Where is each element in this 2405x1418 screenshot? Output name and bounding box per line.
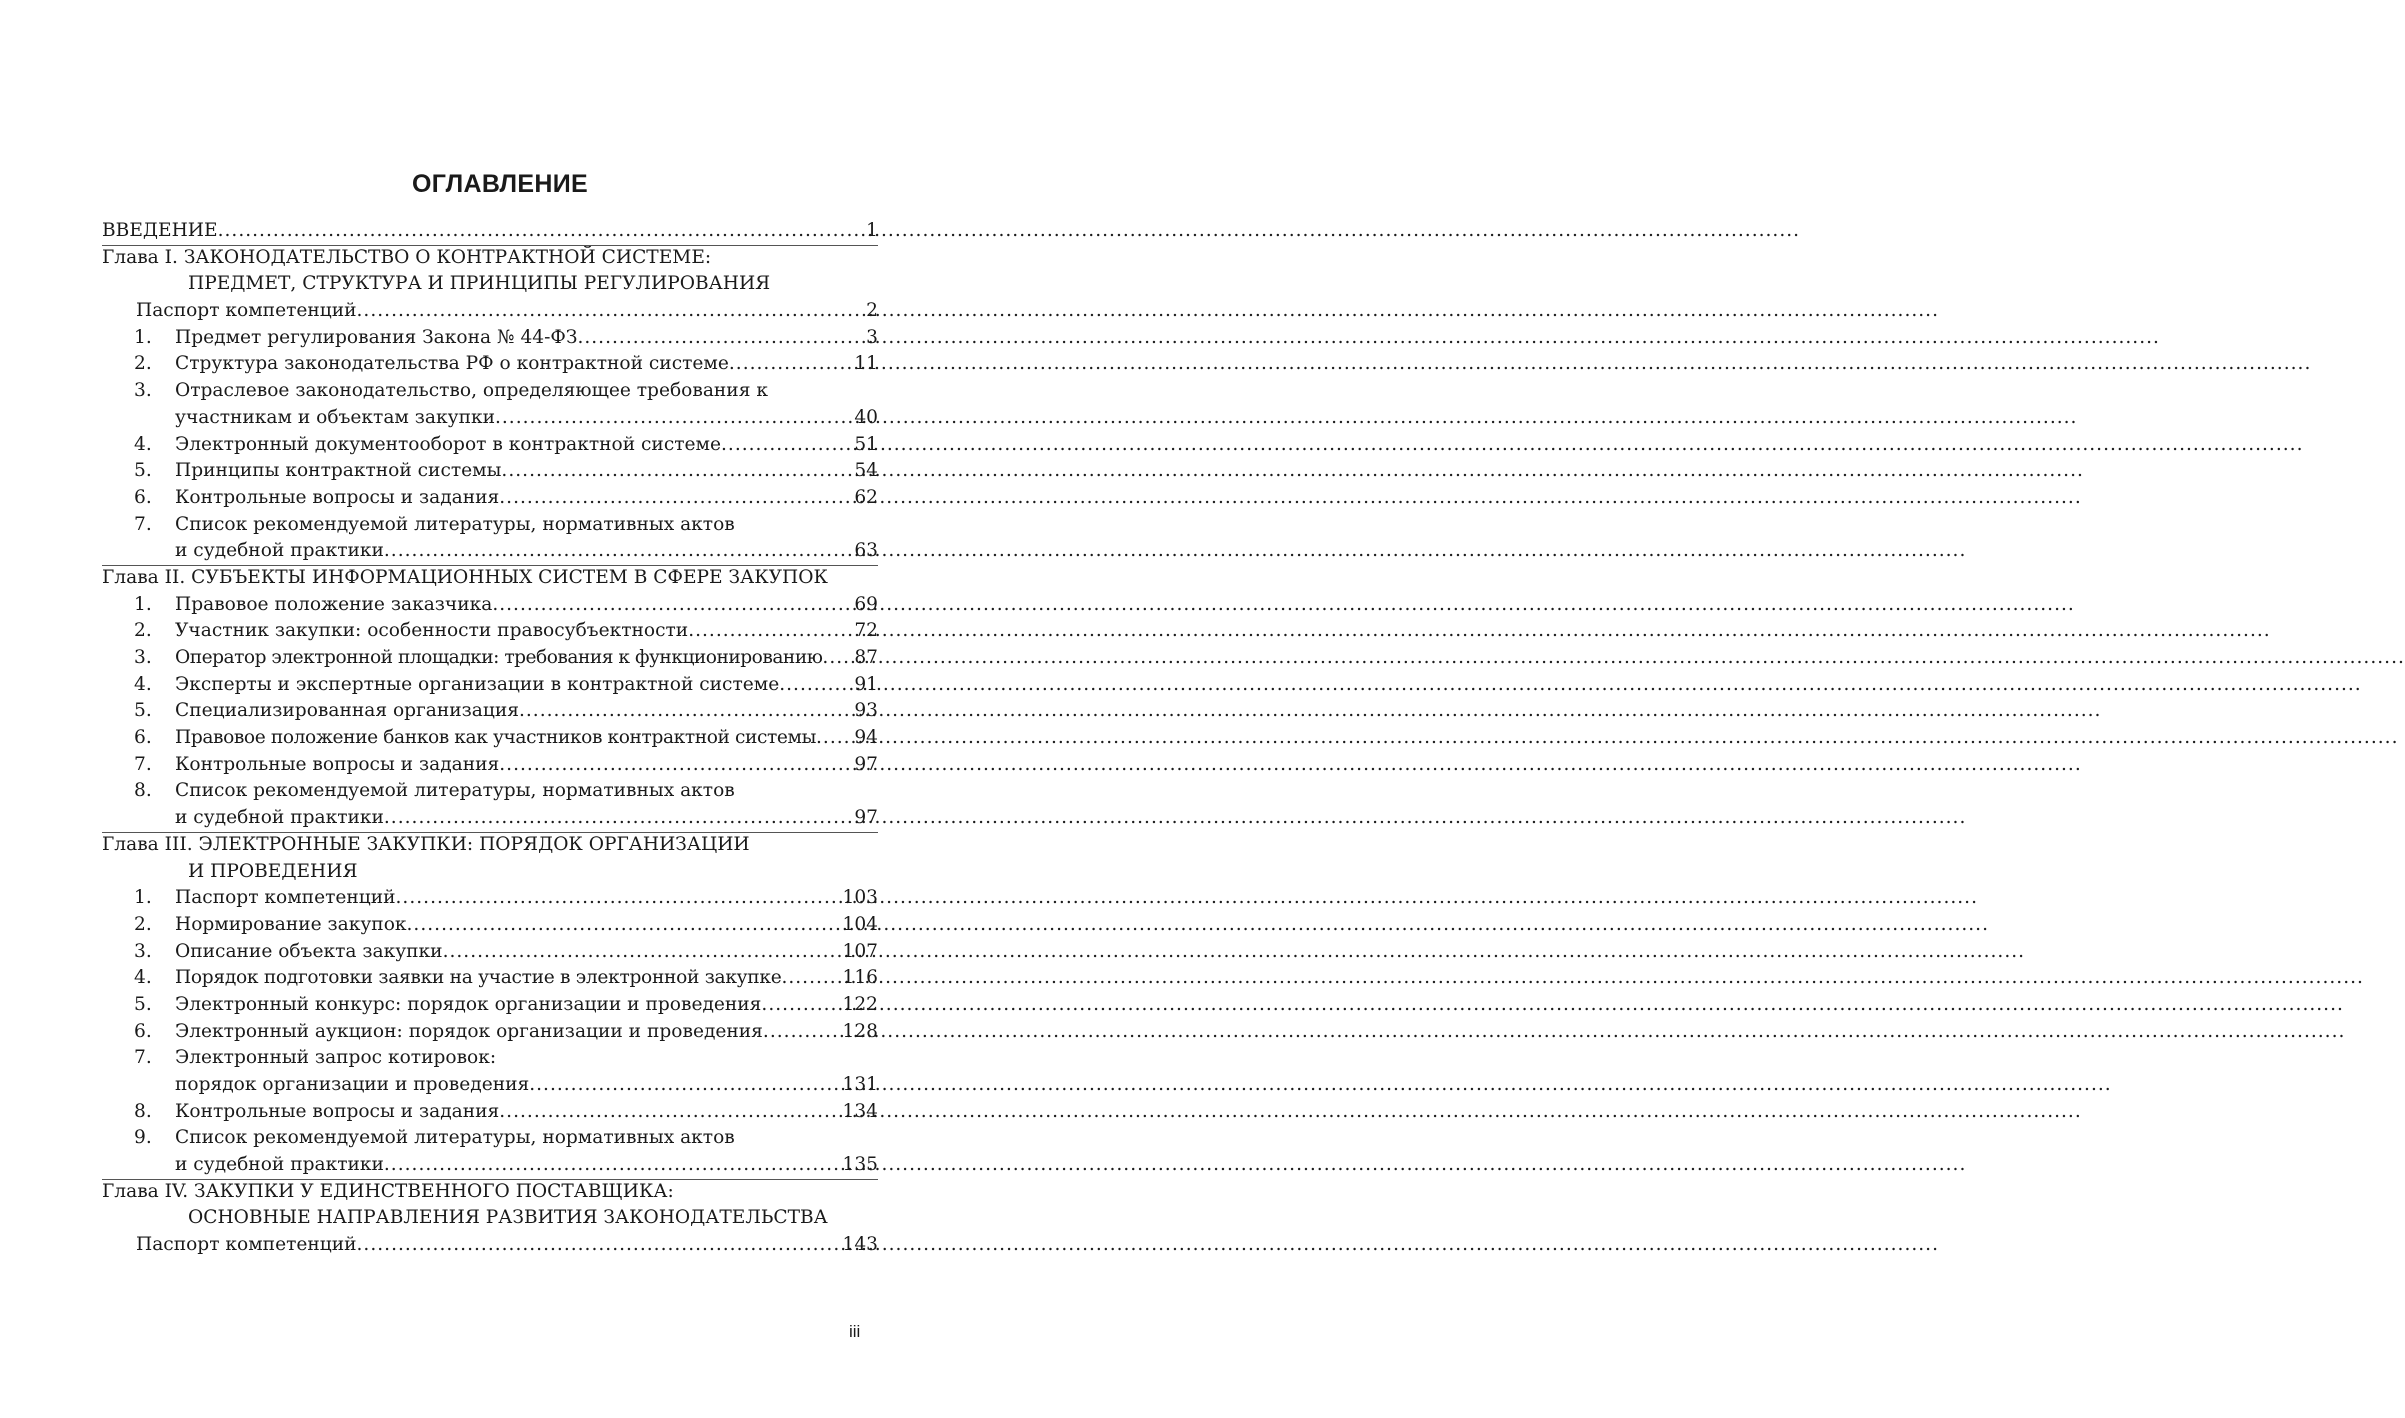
chapter-heading-text: Глава I. ЗАКОНОДАТЕЛЬСТВО О КОНТРАКТНОЙ СИСТЕМЕ:: [102, 246, 712, 268]
toc-item-number: 8.: [134, 780, 152, 802]
dot-leader: [763, 1019, 843, 1046]
toc-entry-text: участникам и объектам закупки: [175, 406, 495, 428]
dot-leader: [729, 351, 854, 378]
dot-leader: [577, 325, 866, 352]
dot-leader: [492, 592, 854, 619]
toc-item-number: 3.: [134, 940, 152, 962]
dot-leader: [384, 1152, 843, 1179]
toc-item-number: 6.: [134, 1020, 152, 1042]
toc-page-number: 54: [854, 460, 878, 482]
toc-entry-passport[interactable]: [102, 1232, 878, 1259]
toc-entry-text: Описание объекта закупки: [175, 940, 443, 962]
toc-page-number: 134: [842, 1100, 878, 1122]
dot-leader: [529, 1072, 842, 1099]
toc-entry-passport[interactable]: [102, 298, 878, 325]
toc-page-number: 135: [842, 1154, 878, 1176]
toc-item-number: 6.: [134, 486, 152, 508]
toc-entry-text: Участник закупки: особенности правосубъектности: [175, 620, 689, 642]
toc-entry-continuation[interactable]: [102, 405, 878, 432]
toc-entry[interactable]: [102, 698, 878, 725]
chapter-4-heading[interactable]: [102, 1179, 878, 1206]
toc-item-number: 7.: [134, 513, 152, 535]
dot-leader: [779, 672, 854, 699]
dot-leader: [384, 538, 854, 565]
toc-page-number: 94: [854, 727, 878, 749]
toc-page-number: 97: [854, 753, 878, 775]
dot-leader: [407, 912, 843, 939]
toc-entry-text: Паспорт компетенций: [136, 300, 357, 322]
toc-entry-text: порядок организации и проведения: [175, 1074, 530, 1095]
toc-entry[interactable]: [102, 378, 878, 405]
page-number: iii: [849, 1322, 861, 1341]
chapter-heading-text: Глава II. СУБЪЕКТЫ ИНФОРМАЦИОННЫХ СИСТЕМ В СФЕРЕ ЗАКУПОК: [102, 566, 828, 588]
toc-page-number: 143: [842, 1234, 878, 1256]
toc-item-number: 1.: [134, 593, 152, 615]
dot-leader: [499, 1099, 842, 1126]
toc-entry-text: и судебной практики: [175, 1154, 384, 1176]
dot-leader: [499, 752, 854, 779]
toc-page-number: 3: [866, 326, 878, 348]
chapter-divider: [102, 245, 878, 246]
chapter-2-heading[interactable]: [102, 565, 878, 592]
toc-page-number: 1: [866, 220, 878, 241]
toc-page-number: 51: [854, 433, 878, 455]
toc-entry-text: Список рекомендуемой литературы, нормативных актов: [175, 513, 735, 535]
toc-entry-text: Правовое положение банков как участников контрактной системы: [175, 727, 816, 749]
toc-entry-continuation[interactable]: [102, 1152, 878, 1179]
chapter-3-heading[interactable]: [102, 832, 878, 859]
toc-entry[interactable]: [102, 725, 878, 752]
toc-page-number: 87: [854, 647, 878, 668]
toc-entry-text: Отраслевое законодательство, определяющее требования к: [175, 380, 768, 402]
dot-leader: [499, 485, 854, 512]
dot-leader: [781, 965, 842, 992]
toc-page-number: 93: [854, 700, 878, 722]
chapter-heading-text: ОСНОВНЫЕ НАПРАВЛЕНИЯ РАЗВИТИЯ ЗАКОНОДАТЕЛЬСТВА: [188, 1207, 828, 1229]
toc-entry-continuation[interactable]: [102, 805, 878, 832]
toc-entry[interactable]: [102, 1045, 878, 1072]
toc-entry[interactable]: [102, 458, 878, 485]
toc-entry-text: Правовое положение заказчика: [175, 593, 493, 615]
dot-leader: [218, 218, 867, 245]
toc-item-number: 1.: [134, 326, 152, 348]
toc-page-number: 122: [842, 993, 878, 1015]
toc-page-number: 40: [854, 406, 878, 428]
toc-item-number: 7.: [134, 1047, 152, 1069]
toc-entry[interactable]: [102, 1125, 878, 1152]
chapter-divider: [102, 1179, 878, 1180]
toc-page-number: 72: [854, 620, 878, 642]
chapter-heading-text: Глава III. ЭЛЕКТРОННЫЕ ЗАКУПКИ: ПОРЯДОК ОРГАНИЗАЦИИ: [102, 833, 750, 855]
dot-leader: [822, 645, 854, 672]
toc-page-number: 63: [854, 540, 878, 562]
toc-entry[interactable]: [102, 939, 878, 966]
toc-entry[interactable]: [102, 592, 878, 619]
toc-item-number: 4.: [134, 967, 152, 989]
toc-entry-text: Эксперты и экспертные организации в контрактной системе: [175, 673, 780, 695]
chapter-divider: [102, 565, 878, 566]
toc-entry-text: Оператор электронной площадки: требования к функционированию: [175, 647, 823, 668]
toc-item-number: 2.: [134, 620, 152, 642]
toc-page-number: 69: [854, 593, 878, 615]
toc-item-number: 1.: [134, 887, 152, 909]
toc-page-number: 103: [842, 887, 878, 909]
toc-page-number: 97: [854, 807, 878, 829]
toc-item-number: 6.: [134, 727, 152, 749]
toc-entry[interactable]: [102, 325, 878, 352]
toc-entry[interactable]: [102, 885, 878, 912]
chapter-1-subtitle: [102, 271, 878, 298]
chapter-divider: [102, 832, 878, 833]
toc-item-number: 8.: [134, 1100, 152, 1122]
toc-entry-text: Электронный конкурс: порядок организации и проведения: [175, 993, 762, 1015]
toc-entry-continuation[interactable]: [102, 1072, 878, 1099]
toc-entry-text: Электронный аукцион: порядок организации и проведения: [175, 1020, 763, 1042]
toc-entry[interactable]: [102, 992, 878, 1019]
toc-page-number: 2: [866, 300, 878, 322]
toc-entry-text: Предмет регулирования Закона № 44-ФЗ: [175, 326, 578, 348]
dot-leader: [688, 618, 854, 645]
toc-entry-text: и судебной практики: [175, 540, 384, 562]
toc-entry-text: Порядок подготовки заявки на участие в электронной закупке: [175, 967, 782, 989]
toc-item-number: 5.: [134, 700, 152, 722]
toc-item-number: 3.: [134, 380, 152, 402]
toc-entry-text: Паспорт компетенций: [175, 887, 396, 909]
toc-entry-text: Список рекомендуемой литературы, нормативных актов: [175, 1127, 735, 1149]
toc-item-number: 2.: [134, 913, 152, 935]
toc-entry-intro[interactable]: [102, 218, 878, 245]
toc-entry[interactable]: [102, 752, 878, 779]
toc-item-number: 4.: [134, 673, 152, 695]
toc-page-number: 131: [842, 1074, 878, 1095]
toc-entry-text: Список рекомендуемой литературы, нормативных актов: [175, 780, 735, 802]
toc-page-number: 91: [854, 673, 878, 695]
toc-entry-text: Контрольные вопросы и задания: [175, 1100, 500, 1122]
chapter-heading-text: Глава IV. ЗАКУПКИ У ЕДИНСТВЕННОГО ПОСТАВЩИКА:: [102, 1180, 674, 1202]
toc-entry[interactable]: [102, 485, 878, 512]
toc-item-number: 9.: [134, 1127, 152, 1149]
toc-entry[interactable]: [102, 1099, 878, 1126]
dot-leader: [816, 725, 854, 752]
toc-entry[interactable]: [102, 512, 878, 539]
chapter-heading-text: И ПРОВЕДЕНИЯ: [188, 860, 358, 882]
dot-leader: [519, 698, 854, 725]
page-title: ОГЛАВЛЕНИЕ: [412, 170, 588, 198]
dot-leader: [443, 939, 843, 966]
toc-entry-text: Контрольные вопросы и задания: [175, 753, 500, 775]
toc-page-number: 104: [842, 913, 878, 935]
chapter-4-subtitle: [102, 1205, 878, 1232]
toc-entry[interactable]: [102, 672, 878, 699]
dot-leader: [501, 458, 854, 485]
toc-entry[interactable]: [102, 1019, 878, 1046]
toc-page-number: 128: [842, 1020, 878, 1042]
toc-entry-text: и судебной практики: [175, 807, 384, 829]
toc-page-number: 107: [842, 940, 878, 962]
toc-entry-text: Контрольные вопросы и задания: [175, 486, 500, 508]
toc-entry-text: Электронный документооборот в контрактной системе: [175, 433, 721, 455]
toc-entry-text: Принципы контрактной системы: [175, 460, 502, 482]
toc-item-number: 5.: [134, 993, 152, 1015]
dot-leader: [495, 405, 854, 432]
toc-entry[interactable]: [102, 912, 878, 939]
toc-entry[interactable]: [102, 351, 878, 378]
dot-leader: [761, 992, 842, 1019]
chapter-heading-text: ПРЕДМЕТ, СТРУКТУРА И ПРИНЦИПЫ РЕГУЛИРОВАНИЯ: [188, 273, 771, 295]
toc-item-number: 7.: [134, 753, 152, 775]
dot-leader: [357, 298, 867, 325]
table-of-contents: [102, 218, 878, 1259]
toc-entry[interactable]: [102, 965, 878, 992]
toc-entry-text: Нормирование закупок: [175, 913, 407, 935]
toc-entry-text: Структура законодательства РФ о контрактной системе: [175, 353, 729, 375]
toc-page-number: 11: [854, 353, 878, 375]
toc-item-number: 5.: [134, 460, 152, 482]
dot-leader: [396, 885, 843, 912]
dot-leader: [384, 805, 854, 832]
toc-entry-text: Специализированная организация: [175, 700, 519, 722]
toc-item-number: 2.: [134, 353, 152, 375]
toc-entry-text: Паспорт компетенций: [136, 1234, 357, 1256]
toc-item-number: 4.: [134, 433, 152, 455]
chapter-3-subtitle: [102, 859, 878, 886]
toc-entry[interactable]: [102, 432, 878, 459]
toc-page-number: 62: [854, 486, 878, 508]
dot-leader: [721, 432, 854, 459]
dot-leader: [357, 1232, 843, 1259]
chapter-1-heading[interactable]: [102, 245, 878, 272]
toc-entry[interactable]: [102, 618, 878, 645]
toc-entry-text: Электронный запрос котировок:: [175, 1047, 497, 1069]
toc-entry[interactable]: [102, 778, 878, 805]
toc-entry-continuation[interactable]: [102, 538, 878, 565]
toc-item-number: 3.: [134, 647, 152, 668]
toc-entry-text: ВВЕДЕНИЕ: [102, 220, 218, 241]
toc-page-number: 116: [842, 967, 878, 989]
toc-entry[interactable]: [102, 645, 878, 672]
